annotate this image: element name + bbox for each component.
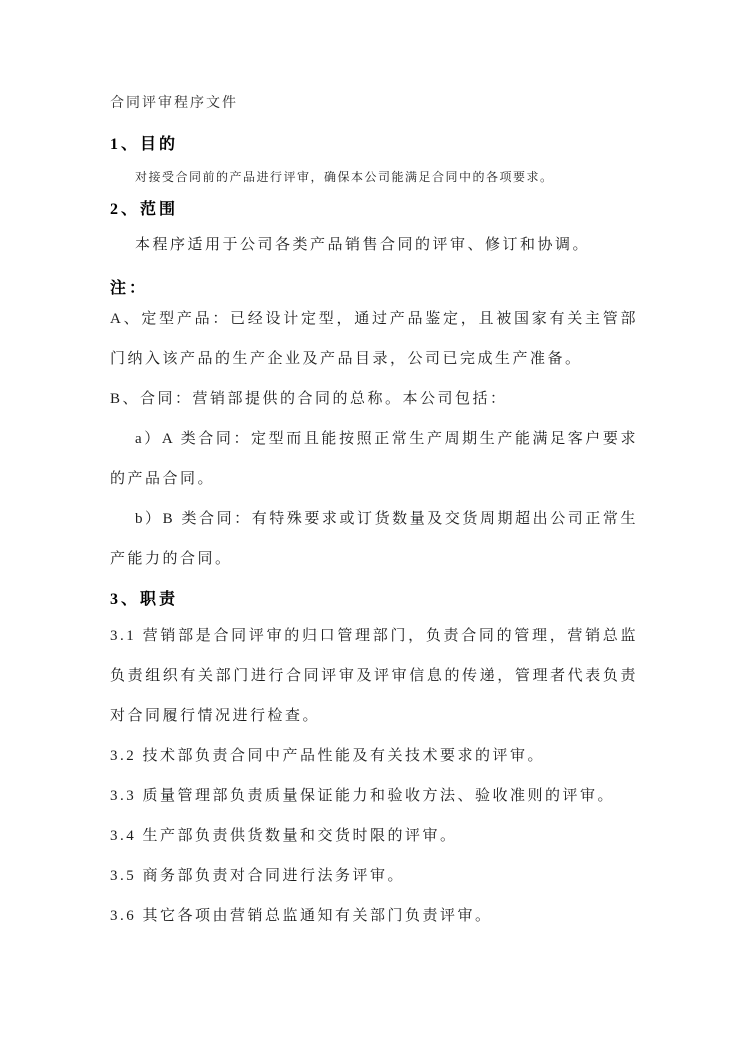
document-body xyxy=(110,96,638,936)
responsibility-item-3-3: 3.3 质量管理部负责质量保证能力和验收方法、验收准则的评审。 xyxy=(110,788,616,804)
section-heading-scope: 2、范围 xyxy=(110,201,179,218)
note-item-b: B、合同：营销部提供的合同的总称。本公司包括： xyxy=(110,391,508,407)
note-heading: 注： xyxy=(110,280,149,297)
contract-type-b-paragraph: b）B 类合同：有特殊要求或订货数量及交货周期超出公司正常生产能力的合同。 xyxy=(110,511,638,567)
section-heading-responsibilities: 3、职责 xyxy=(110,591,179,608)
contract-type-a-paragraph: a）A 类合同：定型而且能按照正常生产周期生产能满足客户要求的产品合同。 xyxy=(110,431,638,487)
responsibility-item-3-4: 3.4 生产部负责供货数量和交货时限的评审。 xyxy=(110,828,458,844)
responsibility-item-3-1: 3.1 营销部是合同评审的归口管理部门，负责合同的管理，营销总监负责组织有关部门进行合同评审及评审信息的传递，管理者代表负责对合同履行情况进行检查。 xyxy=(110,628,638,724)
scope-paragraph: 本程序适用于公司各类产品销售合同的评审、修订和协调。 xyxy=(135,237,591,253)
document-title: 合同评审程序文件 xyxy=(110,96,238,111)
responsibility-item-3-5: 3.5 商务部负责对合同进行法务评审。 xyxy=(110,868,406,884)
responsibility-item-3-2: 3.2 技术部负责合同中产品性能及有关技术要求的评审。 xyxy=(110,748,546,764)
section-heading-purpose: 1、目的 xyxy=(110,136,179,153)
note-item-a: A、定型产品：已经设计定型，通过产品鉴定，且被国家有关主管部门纳入该产品的生产企业及产品目录，公司已完成生产准备。 xyxy=(110,311,638,367)
responsibility-item-3-6: 3.6 其它各项由营销总监通知有关部门负责评审。 xyxy=(110,908,493,924)
purpose-paragraph: 对接受合同前的产品进行评审，确保本公司能满足合同中的各项要求。 xyxy=(135,170,554,184)
